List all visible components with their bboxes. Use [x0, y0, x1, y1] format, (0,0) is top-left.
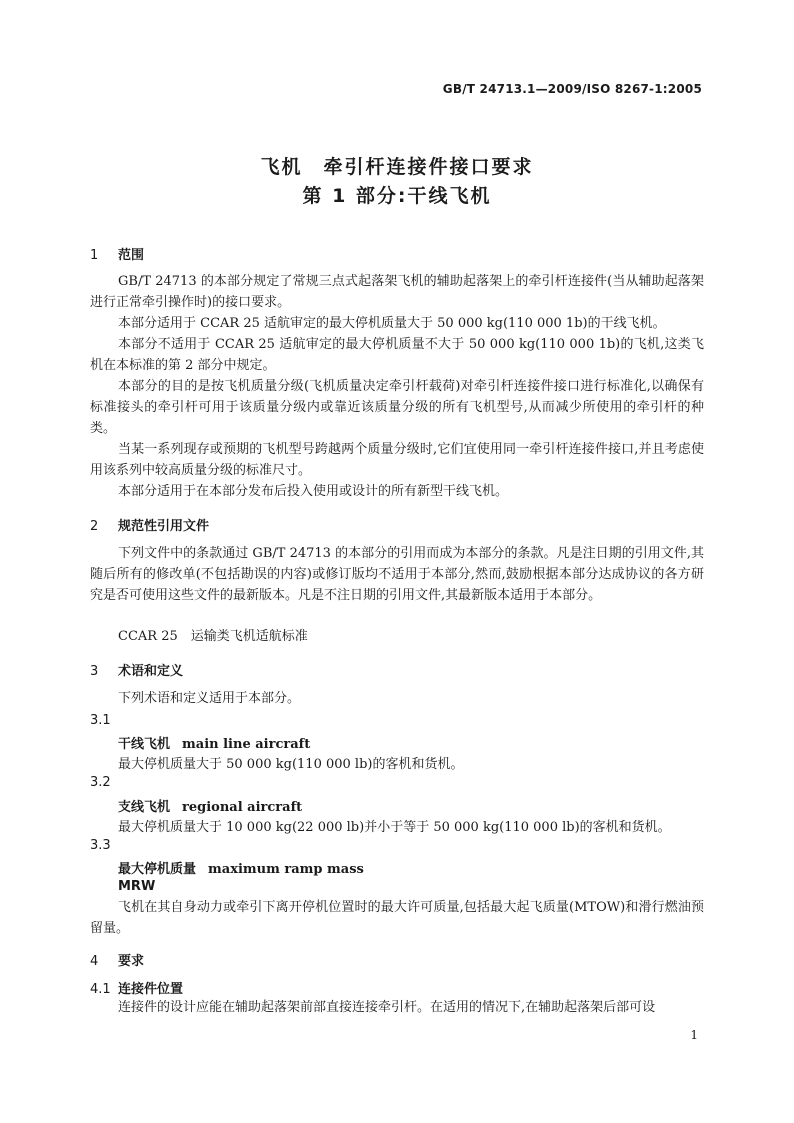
term-abbreviation: MRW [118, 879, 156, 894]
section-heading-4: 4 要求 [90, 954, 145, 969]
paragraph: 当某一系列现存或预期的飞机型号跨越两个质量分级时,它们宜使用同一牵引杆连接件接口,并且考虑使用该系列中较高质量分级的标准尺寸。 [90, 442, 704, 478]
subsection-heading-4-1: 4.1 连接件位置 [90, 982, 184, 997]
term-definition: 最大停机质量大于 10 000 kg(22 000 lb)并小于等于 50 000 kg(110 000 lb)的客机和货机。 [118, 820, 671, 835]
term-definition: 最大停机质量大于 50 000 kg(110 000 lb)的客机和货机。 [118, 757, 464, 772]
term-number: 3.3 [90, 838, 111, 853]
paragraph: 本部分适用于在本部分发布后投入使用或设计的所有新型干线飞机。 [118, 484, 509, 499]
section-heading-2: 2 规范性引用文件 [90, 519, 210, 534]
reference-item: CCAR 25 运输类飞机适航标准 [118, 629, 308, 644]
page-number: 1 [690, 1028, 698, 1042]
paragraph: 本部分适用于 CCAR 25 适航审定的最大停机质量大于 50 000 kg(110 000 1b)的干线飞机。 [118, 316, 666, 331]
term-definition: 飞机在其自身动力或牵引下离开停机位置时的最大许可质量,包括最大起飞质量(MTOW)和滑行燃油预留量。 [90, 900, 704, 936]
paragraph: GB/T 24713 的本部分规定了常规三点式起落架飞机的辅助起落架上的牵引杆连接件(当从辅助起落架进行正常牵引操作时)的接口要求。 [90, 274, 704, 310]
paragraph: 下列文件中的条款通过 GB/T 24713 的本部分的引用而成为本部分的条款。凡是注日期的引用文件,其随后所有的修改单(不包括勘误的内容)或修订版均不适用于本部分,然而,鼓励根据本部分达成协议的各方研究是否可使用这些文件的最新版本。凡是不注日期的引用文件,其最新版本适用于本部分。 [90, 546, 704, 603]
section-heading-1: 1 范围 [90, 248, 145, 263]
document-subtitle: 第 1 部分:干线飞机 [302, 185, 492, 207]
term-entry: 支线飞机 regional aircraft [118, 800, 303, 815]
paragraph: 下列术语和定义适用于本部分。 [118, 691, 301, 706]
standard-code: GB/T 24713.1—2009/ISO 8267-1:2005 [442, 82, 702, 96]
section-heading-3: 3 术语和定义 [90, 664, 184, 679]
paragraph: 连接件的设计应能在辅助起落架前部直接连接牵引杆。在适用的情况下,在辅助起落架后部可设 [118, 1000, 656, 1015]
term-number: 3.1 [90, 713, 111, 728]
term-entry: 最大停机质量 maximum ramp mass [118, 862, 364, 877]
document-title: 飞机 牵引杆连接件接口要求 [260, 156, 534, 178]
paragraph: 本部分不适用于 CCAR 25 适航审定的最大停机质量不大于 50 000 kg(110 000 1b)的飞机,这类飞机在本标准的第 2 部分中规定。 [90, 337, 704, 373]
term-number: 3.2 [90, 775, 111, 790]
paragraph: 本部分的目的是按飞机质量分级(飞机质量决定牵引杆载荷)对牵引杆连接件接口进行标准化,以确保有标准接头的牵引杆可用于该质量分级内或靠近该质量分级的所有飞机型号,从而减少所使用的牵引杆的种类。 [90, 379, 704, 436]
term-entry: 干线飞机 main line aircraft [118, 737, 311, 752]
